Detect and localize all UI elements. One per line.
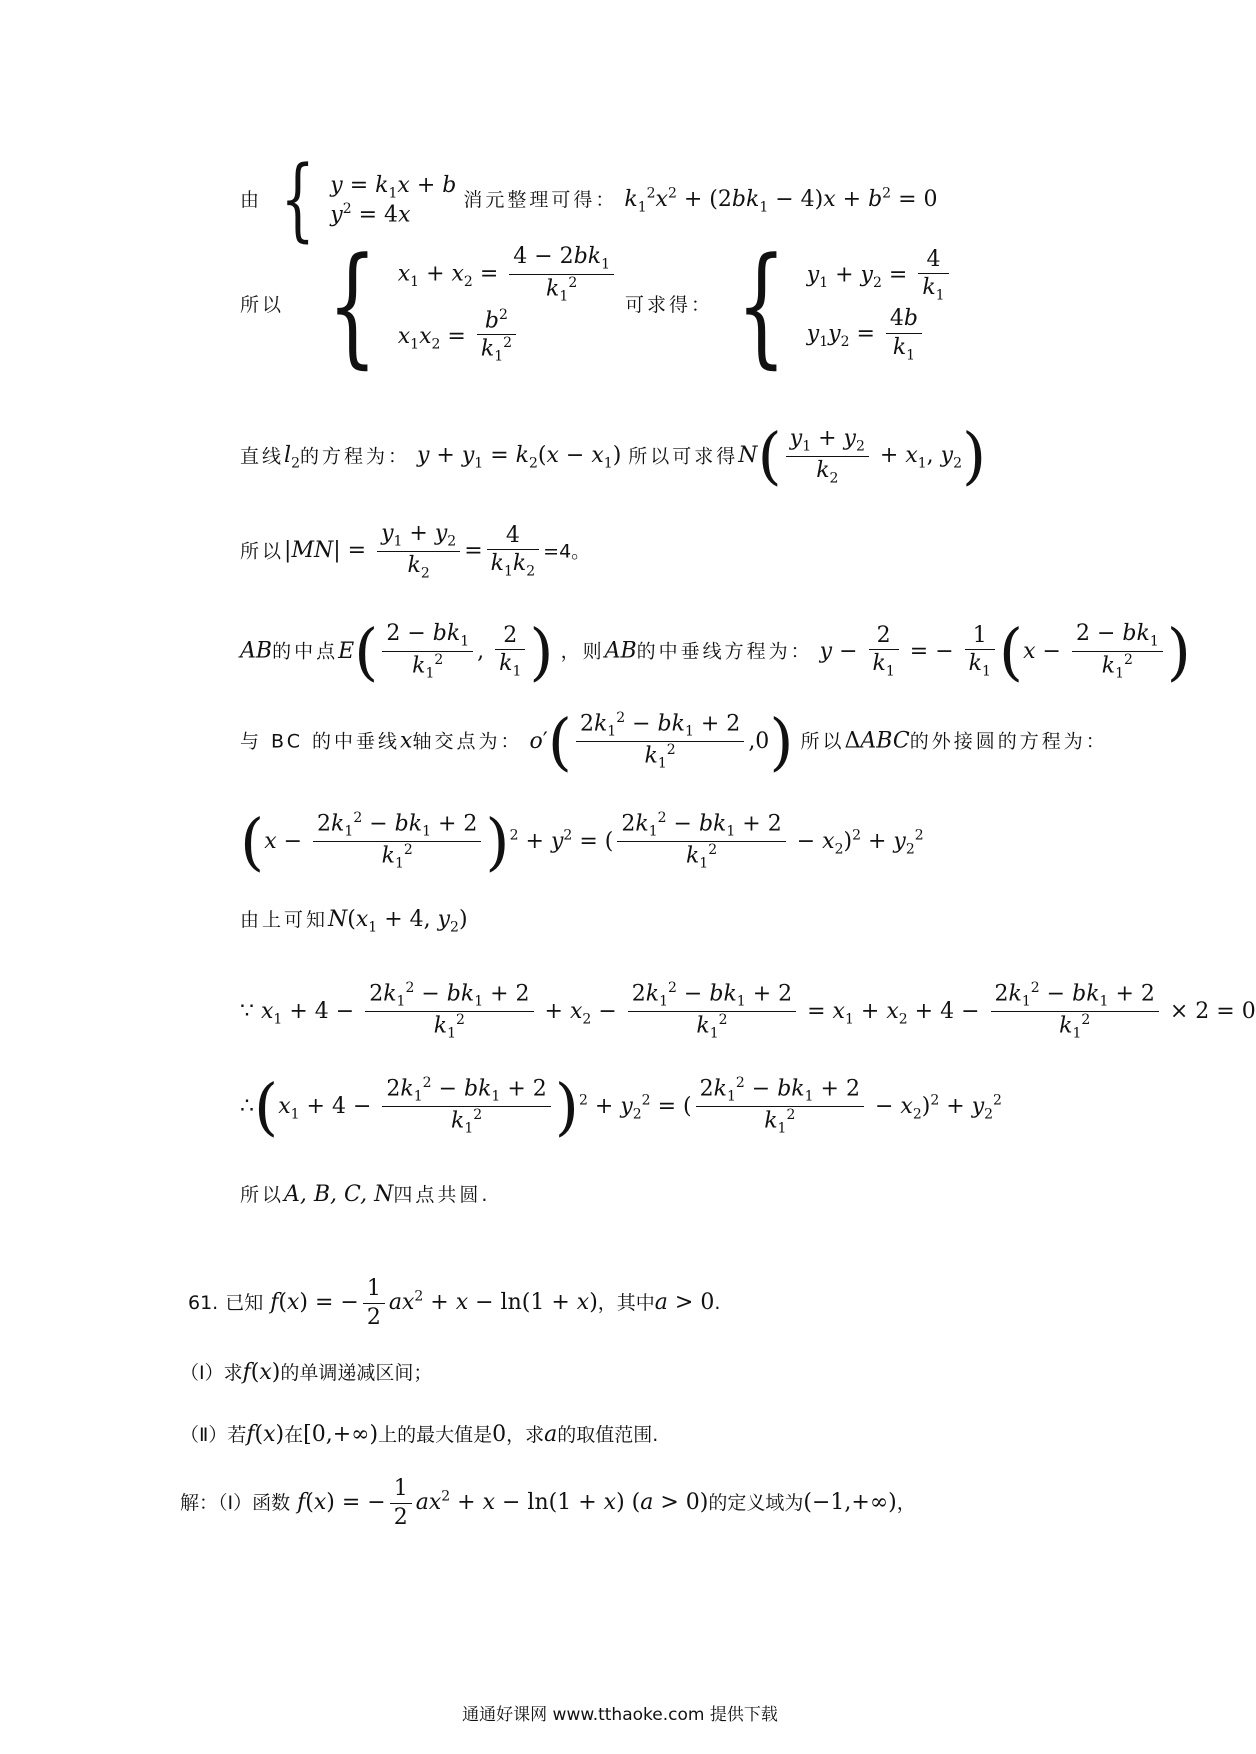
text: 的外接圆的方程为： (909, 730, 1108, 753)
text: ， (896, 1492, 916, 1514)
text: 在 (284, 1424, 304, 1446)
text: 直线 (240, 445, 285, 468)
text: 轴交点为： (412, 730, 523, 753)
eq-line-6: 与 BC 的中垂线x轴交点为： o′( $\frac{2k_1^2 - bk_1 + 2}{k_1^2}$ ,0) 所以ΔABC的外接圆的方程为： (240, 704, 1108, 778)
text: 消元整理可得： (463, 189, 618, 211)
eq-line-2 (240, 229, 953, 381)
eq-line-10: $\therefore(x_1 + 4$ − $\frac{2k_1^2 - bk_1 + 2}{k_1^2}$ )$^2 + y_2^2$ = ( $\frac{2k_1^2 - bk_1 + 2}{k_1^2}$ − $x_2)^2 + y_2^2$ (240, 1069, 1002, 1143)
text: 的定义域为 (708, 1492, 804, 1514)
solution-line: 解：（Ⅰ）函数 f(x) = − $\frac{1}{2}$ $ax^2 + x - \ln(1 + x) (a > 0)$的定义域为(−1,+∞)， (180, 1476, 916, 1530)
text: 上的最大值是 (378, 1424, 493, 1446)
text: 可求得： (625, 294, 714, 316)
question-61-part-2: （Ⅱ）若f(x)在[0,+∞)上的最大值是0，求a的取值范围. (180, 1422, 659, 1447)
text: 所以可求得 (628, 445, 739, 468)
text: 所以 (240, 540, 285, 563)
footer: 通通好课网 www.tthaoke.com 提供下载 (462, 1705, 778, 1725)
text: 已知 (225, 1292, 264, 1314)
eq-line-11: 所以A, B, C, N四点共圆. (240, 1182, 491, 1207)
text: 四点共圆. (393, 1184, 491, 1206)
equation-system: { $x_1 + x_2$ = $\frac{4 - 2bk_1}{k_1^2}$ $x_1x_2$ = $\frac{b^2}{k_1^2}$ (311, 240, 618, 370)
text: （Ⅰ）求 (180, 1362, 243, 1384)
text: 由 (240, 189, 263, 211)
text: 的方程为： (299, 445, 410, 468)
eq-line-4: 所以|MN| = $\frac{y_1 + y_2}{k_2}$ = $\frac{4}{k_1k_2}$ =4。 (240, 521, 591, 582)
text: 与 BC 的中垂线 (240, 730, 401, 753)
text: 由上可知 (240, 909, 329, 931)
question-number: 61. (188, 1292, 219, 1314)
text: . (714, 1292, 721, 1314)
text: = (464, 538, 483, 564)
eq-line-1: 由 { $y = k_1x + b$ $y^2 = 4x$ 消元整理可得： $k_1^2x^2 + (2bk_1 - 4)x + b^2 = 0$ (240, 147, 938, 252)
text: （Ⅱ）若 (180, 1424, 247, 1446)
equation-system: { $y = k_1x + b$ $y^2 = 4x$ (280, 147, 457, 252)
text: 所以 (800, 730, 845, 753)
text: 的中垂线方程为： (636, 640, 813, 663)
text: 解：（Ⅰ）函数 (180, 1492, 291, 1514)
text: 的取值范围. (557, 1424, 659, 1446)
text: 的单调递减区间； (280, 1362, 433, 1384)
text: 所以 (240, 1184, 285, 1206)
eq-line-5: AB的中点E( $\frac{2 - bk_1}{k_1^2}$ , $\frac{2}{k_1}$ ) ，则AB的中垂线方程为： y − $\frac{2}{k_1}$ = − $\frac{1}{k_1}$ (x − $\frac{2 - bk_1}{k_1^2}$ ) (240, 614, 1191, 688)
eq-line-9: ∵ $x_1 + 4$ − $\frac{2k_1^2 - bk_1 + 2}{k_1^2}$ + $x_2$ − $\frac{2k_1^2 - bk_1 + 2}{k_1^2}$ = $x_1 + x_2 + 4$ − $\frac{2k_1^2 - bk_1 + 2}{k_1^2}$ × 2 = 0 (240, 980, 1256, 1042)
text: ，求 (506, 1424, 545, 1446)
question-61-part-1: （Ⅰ）求f(x)的单调递减区间； (180, 1360, 433, 1385)
eq-line-8: 由上可知$N(x_1 + 4$, $y_2$) (240, 907, 468, 936)
eq-line-3: 直线$l_2$的方程为： $y + y_1 = k_2(x - x_1)$ 所以可求得N( $\frac{y_1 + y_2}{k_2}$ + $x_1$, $y_2$) (240, 419, 987, 493)
equation-system: { $y_1 + y_2$ = $\frac{4}{k_1}$ $y_1y_2$ = $\frac{4b}{k_1}$ (720, 240, 953, 370)
text: ，则 (560, 640, 605, 663)
text: ，其中 (597, 1292, 655, 1314)
eq-line-7: (x − $\frac{2k_1^2 - bk_1 + 2}{k_1^2}$ )$^2 + y^2$ = ( $\frac{2k_1^2 - bk_1 + 2}{k_1^2}$ − $x_2)^2 + y_2^2$ (240, 804, 924, 878)
text: 所以 (240, 294, 285, 316)
question-61: 61. 已知 f(x) = − $\frac{1}{2}$ $ax^2 + x - \ln(1 + x)$，其中a > 0. (188, 1276, 721, 1330)
text: 的中点 (272, 640, 339, 663)
text: =4。 (543, 540, 591, 563)
